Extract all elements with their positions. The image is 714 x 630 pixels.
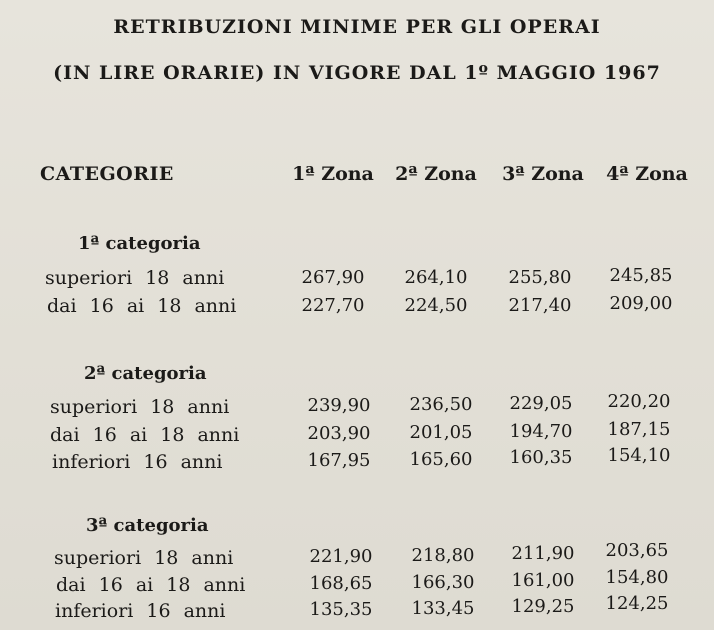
table-cell: 203,90 [307,423,371,444]
table-cell: 161,00 [511,570,575,591]
column-header-zone-1: 1ª Zona [292,163,374,185]
table-cell: 255,80 [508,267,572,288]
table-cell: 124,25 [605,593,669,614]
table-cell: 229,05 [509,393,573,414]
document-title-line-2: (IN LIRE ORARIE) IN VIGORE DAL 1º MAGGIO 1967 [53,62,661,84]
table-cell: 221,90 [309,546,373,567]
table-cell: 168,65 [309,573,373,594]
table-cell: 209,00 [609,293,673,314]
table-cell: 217,40 [508,295,572,316]
table-cell: 203,65 [605,540,669,561]
table-cell: 154,80 [605,567,669,588]
table-cell: 211,90 [511,543,575,564]
row-label: superiori 18 anni [54,547,234,569]
table-cell: 236,50 [409,394,473,415]
row-label: inferiori 16 anni [55,600,226,622]
table-cell: 194,70 [509,421,573,442]
table-cell: 187,15 [607,419,671,440]
table-cell: 165,60 [409,449,473,470]
table-cell: 135,35 [309,599,373,620]
table-cell: 245,85 [609,265,673,286]
row-label: superiori 18 anni [50,396,230,418]
column-header-zone-3: 3ª Zona [502,163,584,185]
table-cell: 166,30 [411,572,475,593]
column-header-categories: CATEGORIE [40,163,174,185]
table-cell: 239,90 [307,395,371,416]
column-header-zone-2: 2ª Zona [395,163,477,185]
row-label: dai 16 ai 18 anni [47,295,237,317]
row-label: dai 16 ai 18 anni [56,574,246,596]
table-cell: 264,10 [404,267,468,288]
table-cell: 129,25 [511,596,575,617]
row-label: dai 16 ai 18 anni [50,424,240,446]
table-cell: 218,80 [411,545,475,566]
column-header-zone-4: 4ª Zona [606,163,688,185]
table-cell: 224,50 [404,295,468,316]
table-cell: 167,95 [307,450,371,471]
category-heading: 3ª categoria [86,515,209,536]
category-heading: 1ª categoria [78,233,201,254]
table-cell: 160,35 [509,447,573,468]
document-title-line-1: RETRIBUZIONI MINIME PER GLI OPERAI [113,16,601,38]
table-cell: 227,70 [301,295,365,316]
category-heading: 2ª categoria [84,363,207,384]
table-cell: 220,20 [607,391,671,412]
table-cell: 267,90 [301,267,365,288]
table-cell: 201,05 [409,422,473,443]
table-cell: 154,10 [607,445,671,466]
row-label: inferiori 16 anni [52,451,223,473]
row-label: superiori 18 anni [45,267,225,289]
table-cell: 133,45 [411,598,475,619]
